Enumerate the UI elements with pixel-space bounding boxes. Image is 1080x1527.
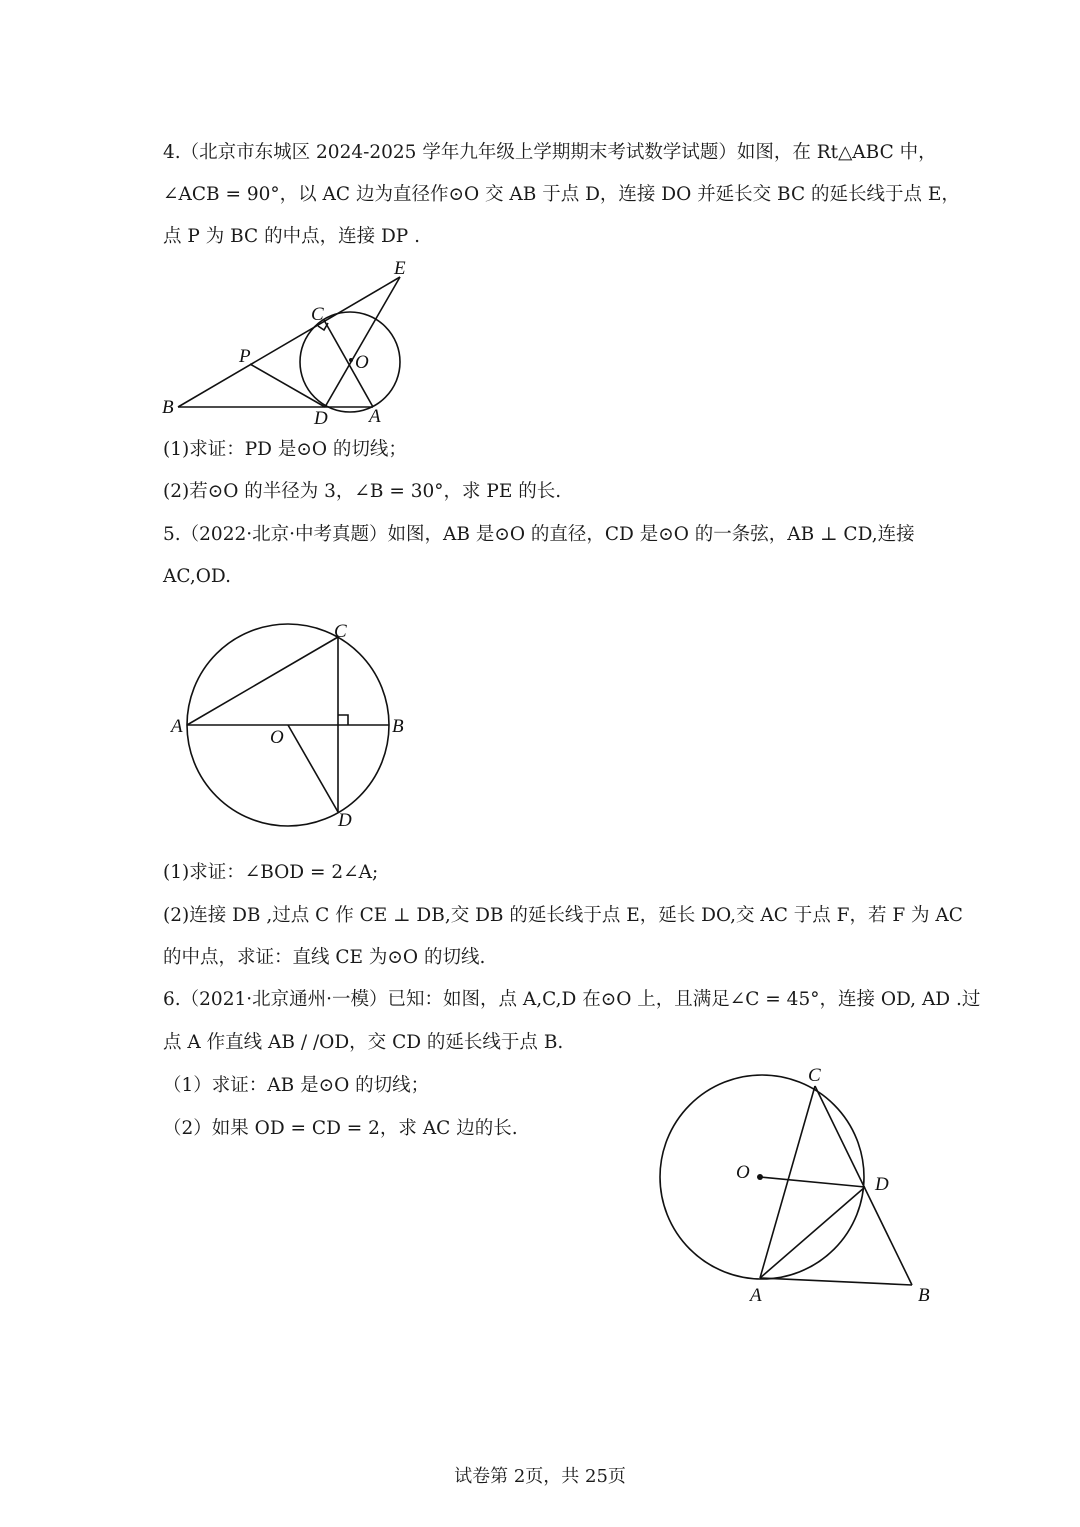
q6-sub2: （2）如果 OD = CD = 2，求 AC 边的长.	[163, 1118, 518, 1139]
q4-label-C: C	[311, 304, 324, 325]
q4-label-O: O	[355, 352, 369, 373]
q4-line1: 4.（北京市东城区 2024-2025 学年九年级上学期期末考试数学试题）如图，在 Rt△ABC 中，	[163, 142, 937, 163]
q4-line2: ∠ACB = 90°，以 AC 边为直径作⊙O 交 AB 于点 D，连接 DO 并延长交 BC 的延长线于点 E，	[163, 184, 960, 205]
q6-label-B: B	[918, 1285, 930, 1306]
q6-line-AB	[760, 1278, 912, 1285]
q6-label-C: C	[808, 1065, 821, 1086]
q6-label-A: A	[750, 1285, 762, 1306]
q6-line2: 点 A 作直线 AB / /OD，交 CD 的延长线于点 B.	[163, 1032, 564, 1053]
q4-label-A: A	[369, 406, 381, 427]
q4-sub1: (1)求证：PD 是⊙O 的切线；	[163, 439, 407, 460]
q5-sub1: (1)求证：∠BOD = 2∠A;	[163, 862, 379, 883]
q6-line-AD	[760, 1187, 865, 1278]
q5-sub2a: (2)连接 DB ,过点 C 作 CE ⊥ DB,交 DB 的延长线于点 E，延长 DO,交 AC 于点 F，若 F 为 AC	[163, 905, 963, 926]
q4-label-B: B	[162, 397, 174, 418]
q4-label-E: E	[394, 258, 406, 279]
q5-line2: AC,OD.	[163, 566, 231, 587]
q5-label-C: C	[334, 621, 347, 642]
q5-line1: 5.（2022·北京·中考真题）如图，AB 是⊙O 的直径，CD 是⊙O 的一条弦，AB ⊥ CD,连接	[163, 524, 915, 545]
q5-label-A: A	[171, 716, 183, 737]
q6-sub1: （1）求证：AB 是⊙O 的切线；	[163, 1075, 430, 1096]
q4-sub2: (2)若⊙O 的半径为 3，∠B = 30°，求 PE 的长.	[163, 481, 562, 502]
page-footer: 试卷第 2页，共 25页	[454, 1466, 626, 1487]
q6-line-CB	[815, 1086, 912, 1285]
q6-label-O: O	[736, 1162, 750, 1183]
q4-label-P: P	[239, 346, 251, 367]
q5-sub2b: 的中点，求证：直线 CE 为⊙O 的切线.	[163, 947, 486, 968]
q4-line3: 点 P 为 BC 的中点，连接 DP .	[163, 226, 420, 247]
q5-label-O: O	[270, 727, 284, 748]
q5-label-D: D	[338, 810, 352, 831]
q6-line1: 6.（2021·北京通州·一模）已知：如图，点 A,C,D 在⊙O 上，且满足∠C = 45°，连接 OD, AD .过	[163, 989, 981, 1010]
q4-label-D: D	[314, 408, 328, 429]
q6-label-D: D	[875, 1174, 889, 1195]
q6-center-dot	[757, 1174, 763, 1180]
q6-line-OD	[760, 1177, 865, 1187]
q5-label-B: B	[392, 716, 404, 737]
